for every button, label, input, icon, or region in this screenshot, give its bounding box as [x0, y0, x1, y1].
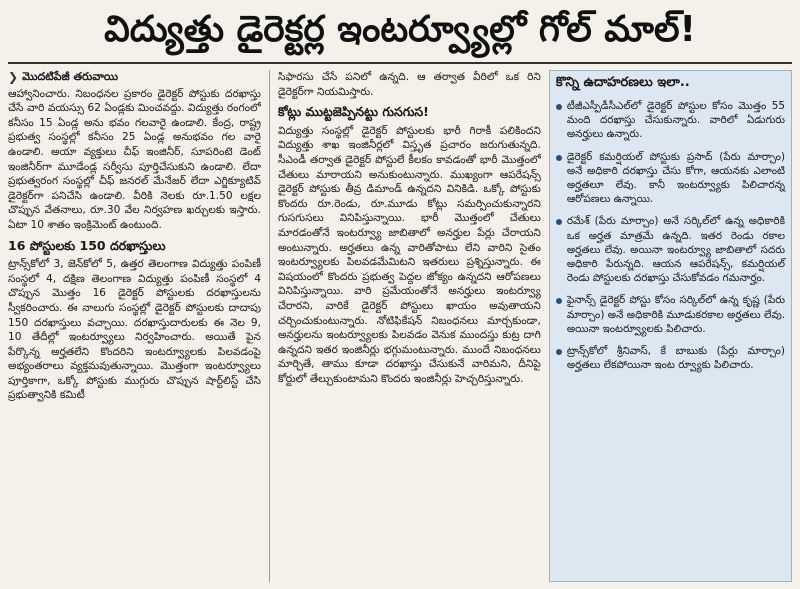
subheading: కోట్లు ముట్టజెప్పినట్టు గుసగుస!: [277, 104, 429, 120]
paragraph: ట్రాన్స్‌కోలో 3, జెన్‌కోలో 5, ఉత్తర తెలంగాణ విద్యుత్తు పంపిణీ సంస్థలో 4, దక్షిణ తెలంగాణ విద్యుత్తు పంపిణీ సంస్థలో 4 చొప్పున మొత్తం 16 డైరెక్టర్ పోస్టులకు దరఖాస్తులను స్వీకరించారు. ఈ నాలుగు సంస్థల్లో డైరెక్టర్ పోస్టులకు దాదాపు 150 దరఖాస్తులు వచ్చాయి. దరఖాస్తుదారులకు ఈ నెల 9, 10 తేదీల్లో ఇంటర్వ్యూలు నిర్వహించారు. అయితే పైన పేర్కొన్న అర్హతలేని కొందరిని ఇంటర్వ్యూలకు పిలవడంపై అభ్యంతరాలు వ్యక్తమవుతున్నాయి. మొత్తంగా ఇంటర్వ్యూలు పూర్తికాగా, ఒక్కో పోస్టుకు ముగ్గురు చొప్పున షార్ట్‌లిస్ట్ చేసి ప్రభుత్వానికి కమిటీ: [8, 258, 261, 402]
bullet-icon: [556, 155, 562, 161]
column-divider: [269, 70, 270, 582]
column-2: [278, 70, 541, 582]
box-title: కొన్ని ఉదాహరణలు ఇలా..: [555, 75, 690, 90]
example-item: [556, 150, 785, 207]
example-text: డైరెక్టర్ కమర్షియల్ పోస్టుకు ప్రసాద్ (పేరు మార్చాం) అనే అధికారి దరఖాస్తు చేసు కోగా, ఆయనకు ఎలాంటి అర్హతలూ లేవు. కానీ ఇంటర్వ్యూకు పిలిచారన్న ఆరోపణలు ఉన్నాయి.: [566, 150, 785, 206]
example-item: [556, 214, 785, 285]
paragraph: ఆహ్వానించారు. నిబంధనల ప్రకారం డైరెక్టర్ పోస్టుకు దరఖాస్తు చేసే వారి వయస్సు 62 ఏండ్లకు మించవద్దు. విద్యుత్తు రంగంలో కనీసం 15 ఏండ్ల అను భవం గలవారై ఉండాలి. కేంద్ర, రాష్ట్ర ప్రభుత్వ సంస్థల్లో కనీసం 25 ఏండ్ల అనుభవం గల వారై ఉండాలి. అయా వ్యక్తులు చీఫ్ ఇంజినీర్, సూపరింటె డెంట్ ఇంజినీర్‌గా మూడేండ్ల సర్వీసు పూర్తిచేసుకుని ఉండాలి. లేదా ప్రభుత్వరంగ సంస్థల్లో చీఫ్ జనరల్ మేనేజర్ లేదా ఎగ్జిక్యూటివ్ డైరెక్టర్‌గా పనిచేసి ఉండాలి. వీరికి నెలకు రూ.1.50 లక్షల చొప్పున వేతనాలు, రూ.30 వేల నిర్వహణ ఖర్చులకు ఇస్తారు. ఏటా 10 శాతం ఇంక్రిమెంట్ ఉంటుంది.: [8, 87, 261, 231]
example-text: ఫైనాన్స్ డైరెక్టర్ పోస్టు కోసం సర్కిల్‌లో ఉన్న కృష్ణ (పేరు మార్చాం) అనే అధికారికి మూడుకరకాల అర్హతలు లేవు. అయినా ఇంటర్వ్యూలకు పిలిచారు.: [566, 294, 785, 335]
bullet-icon: [556, 219, 562, 225]
paragraph: సిఫారసు చేసే పనిలో ఉన్నది. ఆ తర్వాత వీరిలో ఒక రిని డైరెక్టర్‌గా నియమిస్తారు.: [277, 71, 541, 98]
example-text: రమేశ్ (పేరు మార్చాం) అనే సర్కిల్‌లో ఉన్న అధికారికి ఒక అర్హత మాత్రమే ఉన్నది. ఇతర రెండు రకాల అర్హతలు లేవు. అయినా ఇంటర్వ్యూ జాబితాలో సదరు అధికారి పేరున్నది. ఆయన ఆపరేషన్స్, కమర్షియల్ రెండు పోస్టులకు దరఖాస్తు చేసుకోవడం గమనార్హం.: [566, 215, 785, 285]
example-item: [556, 344, 785, 372]
subheading: 16 పోస్టులకు 150 దరఖాస్తులు: [8, 237, 166, 253]
examples-sidebar-box: [549, 70, 792, 582]
article-body: [8, 70, 792, 582]
column-1: [8, 70, 261, 582]
bullet-icon: [556, 298, 562, 304]
bullet-icon: [556, 104, 562, 110]
kicker-label: మొదటిపేజీ తరువాయి: [22, 70, 119, 83]
headline: విద్యుత్తు డైరెక్టర్ల ఇంటర్వ్యూల్లో గోల్ మాల్!: [8, 6, 792, 64]
example-text: ట్రాన్స్‌కోలో శ్రీనివాస్, కే బాబుకు (పేర్లు మార్చాం) అర్హతలు లేకపోయినా ఇంట ర్వ్యూకు పిలిచారు.: [566, 345, 785, 372]
example-item: [556, 293, 785, 336]
bullet-icon: [556, 349, 562, 355]
example-text: టీజీఎస్పీడీసీఎల్‌లో డైరెక్టర్ పోస్టుల కోసం మొత్తం 55 మంది దరఖాస్తు చేసుకున్నారు. వారిలో ఏడుగురు అనర్హులు ఉన్నారు.: [566, 100, 785, 141]
continuation-kicker: [8, 70, 261, 85]
example-item: [556, 99, 785, 142]
paragraph: విద్యుత్తు సంస్థల్లో డైరెక్టర్ పోస్టులకు భారీ గిరాకీ పలికిందని విద్యుత్తు శాఖ ఇంజినీర్లలో విస్తృత ప్రచారం జరుగుతున్నది. సీఎండీ తర్వాత డైరెక్టర్ పోస్టులే కీలకం కావడంతో భారీ మొత్తంలో చేతులు మారాయని అనుకుంటున్నారు. ముఖ్యంగా ఆపరేషన్స్ డైరెక్టర్ పోస్టుకు తీవ్ర డిమాండ్ ఉన్నదని వినికిడి. ఒక్కో పోస్టుకు కొందరు రూ.రెండు, రూ.మూడు కోట్లు సమర్పించుకున్నారని గుసగుసలు వినిపిస్తున్నాయి. భారీ మొత్తంలో చేతులు మారడంతోనే ఇంటర్వ్యూ జాబితాలో అనర్హుల పేర్లు చేరాయని అంటున్నారు. అర్హతలు ఉన్న వారితోపాటు లేని వారిని సైతం ఇంటర్వ్యూలకు పిలవడమేమిటని ఇతరులు ప్రశ్నిస్తున్నారు. ఈ విషయంలో కొందరు ప్రభుత్వ పెద్దల జోక్యం ఉన్నదని ఆరోపణలు వినిపిస్తున్నాయి. వారి ప్రమేయంతోనే అనర్హులు ఇంటర్వ్యూ చేరారని, వారికే డైరెక్టర్ పోస్టులు ఖాయం అవుతాయని చర్చించుకుంటున్నారు. నోటిఫికేషన్ నిబంధనలు మార్చకుండా, అనర్హులను ఇంటర్వ్యూలకు పిలవడం వెనుక ముందస్తు కుట్ర దాగి ఉన్నదని ఇతర ఇంజినీర్లు భగ్గుమంటున్నారు. ముందే నిబంధనలు మార్చితే, తాము కూడా దరఖాస్తు చేసుకునే వారిమని, దీనిపై కోర్టులో తేల్చుకుంటామని కొందరు ఇంజినీర్లు హెచ్చరిస్తున్నారు.: [277, 124, 541, 385]
arrow-right-icon: ❯: [8, 70, 19, 84]
